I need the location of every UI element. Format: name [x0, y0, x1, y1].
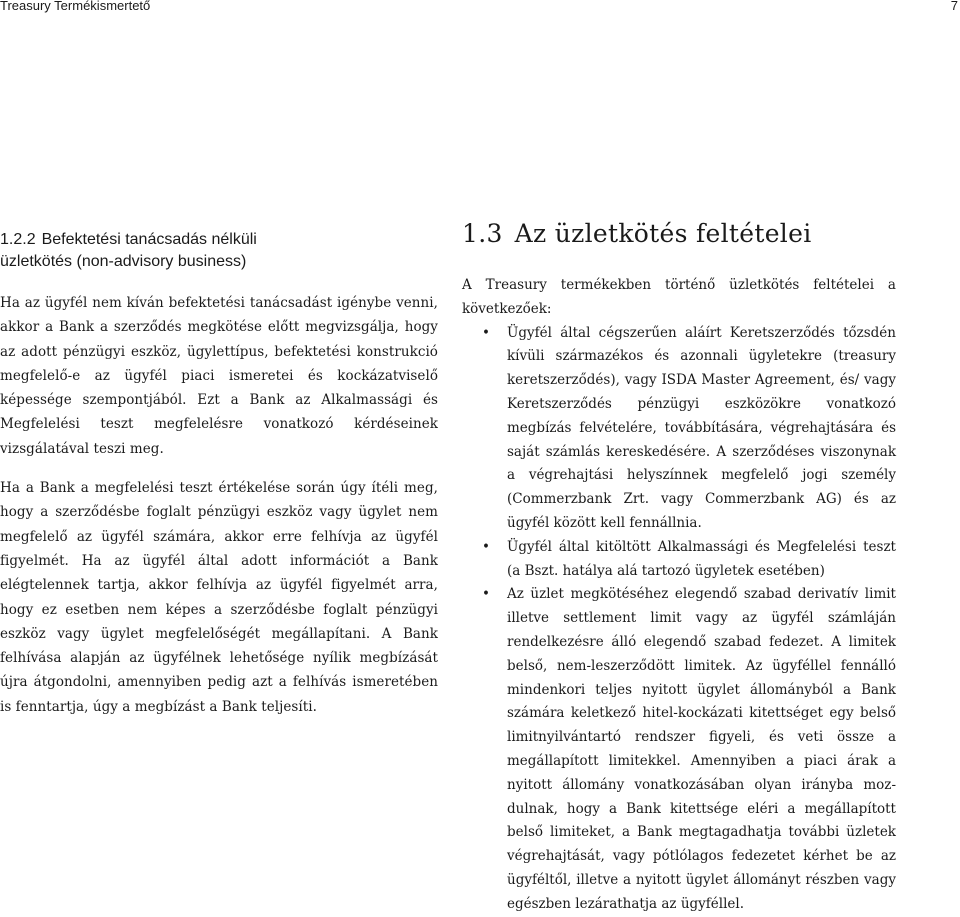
- left-column-body: [0, 291, 438, 719]
- list-item: [462, 536, 896, 584]
- section-heading-line-1: [0, 229, 440, 251]
- list-item-text: Ügyfél által cégszerűen aláírt Keretszerződés tőzsdén kívüli származékos és azonnali ügyletekre (treasury keretszerződés), vagy ISDA Master Agreement, és/ vagy Keretszerződés pénzügyi eszközökre vonatkozó megbízás felvételére, továbbítására, végrehajtására és saját számlás kereskedésére. A szerződéses viszonynak a végrehajtási helyszínnek megfelelő jogi személy (Commerzbank Zrt. vagy Commerzbank AG) és az ügyfél között kell fennállnia.: [507, 324, 896, 531]
- list-item-text: Az üzlet megkötéséhez elegendő szabad derivatív limit illetve settlement limit vagy az ügyfél számláján rendelkezésre álló elegendő szabad fedezet. A limitek belső, nem-leszerződött limitek. Az ügyféllel fennálló mindenkori teljes nyitott ügylet állományból a Bank számára keletkező hitel-kockázati kitettséget egy belső limitnyilvántartó rendszer figyeli, és veti össze a megállapított limitekkel. Amennyiben a piaci árak a nyitott állomány vonatkozásában olyan irányba mozdulnak, hogy a Bank kitettsége eléri a megállapított belső limiteket, a Bank megtagadhatja további üzletek végrehajtását, vagy pótlólagos fedezetet kérhet be az ügyféltől, illetve a nyitott ügylet állományt részben vagy egészben lezárathatja az ügyféllel.: [507, 586, 896, 912]
- list-item: [462, 322, 896, 536]
- right-column-body: [462, 274, 896, 917]
- conditions-list: [462, 322, 896, 917]
- section-title: Az üzletkötés feltételei: [514, 219, 812, 248]
- paragraph-2: Ha a Bank a megfelelési teszt értékelése során úgy ítéli meg, hogy a szerződésbe foglalt pénzügyi eszköz vagy ügylet nem megfelelő az ügyfél számára, akkor erre felhívja az ügyfél figyelmét. Ha az ügyfél által adott információt a Bank elégtelennek tartja, akkor felhívja az ügyfél figyelmét arra, hogy ez esetben nem képes a szerződésbe foglalt pénzügyi eszköz vagy ügylet megfelelőségét megállapítani. A Bank felhívása alapján az ügyfélnek lehetősége nyílik megbízását újra átgondolni, amennyiben pedig azt a felhívás ismeretében is fenntartja, úgy a megbízást a Bank teljesíti.: [0, 480, 438, 715]
- section-heading-1-3: [462, 216, 942, 252]
- paragraph-1: Ha az ügyfél nem kíván befektetési tanácsadást igénybe venni, akkor a Bank a szerződés megkötése előtt megvizsgálja, hogy az adott pénzügyi eszköz, ügylettípus, befektetési konstrukció megfelelő-e az ügyfél piaci ismeretei és kockázatviselő képessége szempontjából. Ezt a Bank az Alkalmassági és Megfelelési teszt megfelelésre vonatkozó kérdéseinek vizsgálatával teszi meg.: [0, 295, 438, 457]
- bullet-icon: •: [482, 586, 490, 603]
- intro-paragraph: A Treasury termékekben történő üzletkötés feltételei a következőek:: [462, 277, 896, 317]
- section-number: 1.2.2: [0, 231, 36, 248]
- list-item: [462, 583, 896, 916]
- bullet-icon: •: [482, 538, 490, 555]
- section-title-part-2: üzletkötés (non-advisory business): [0, 253, 247, 270]
- page-number: 7: [950, 0, 958, 13]
- bullet-icon: •: [482, 324, 490, 341]
- section-title-part-1: Befektetési tanácsadás nélküli: [41, 231, 257, 248]
- running-header: [0, 0, 960, 14]
- section-number: 1.3: [462, 219, 503, 248]
- list-item-text: Ügyfél által kitöltött Alkalmassági és Megfelelési teszt (a Bszt. hatálya alá tartozó ügyletek esetében): [507, 538, 896, 579]
- section-heading-1-2-2: [0, 229, 440, 273]
- document-title: Treasury Termékismertető: [0, 0, 151, 13]
